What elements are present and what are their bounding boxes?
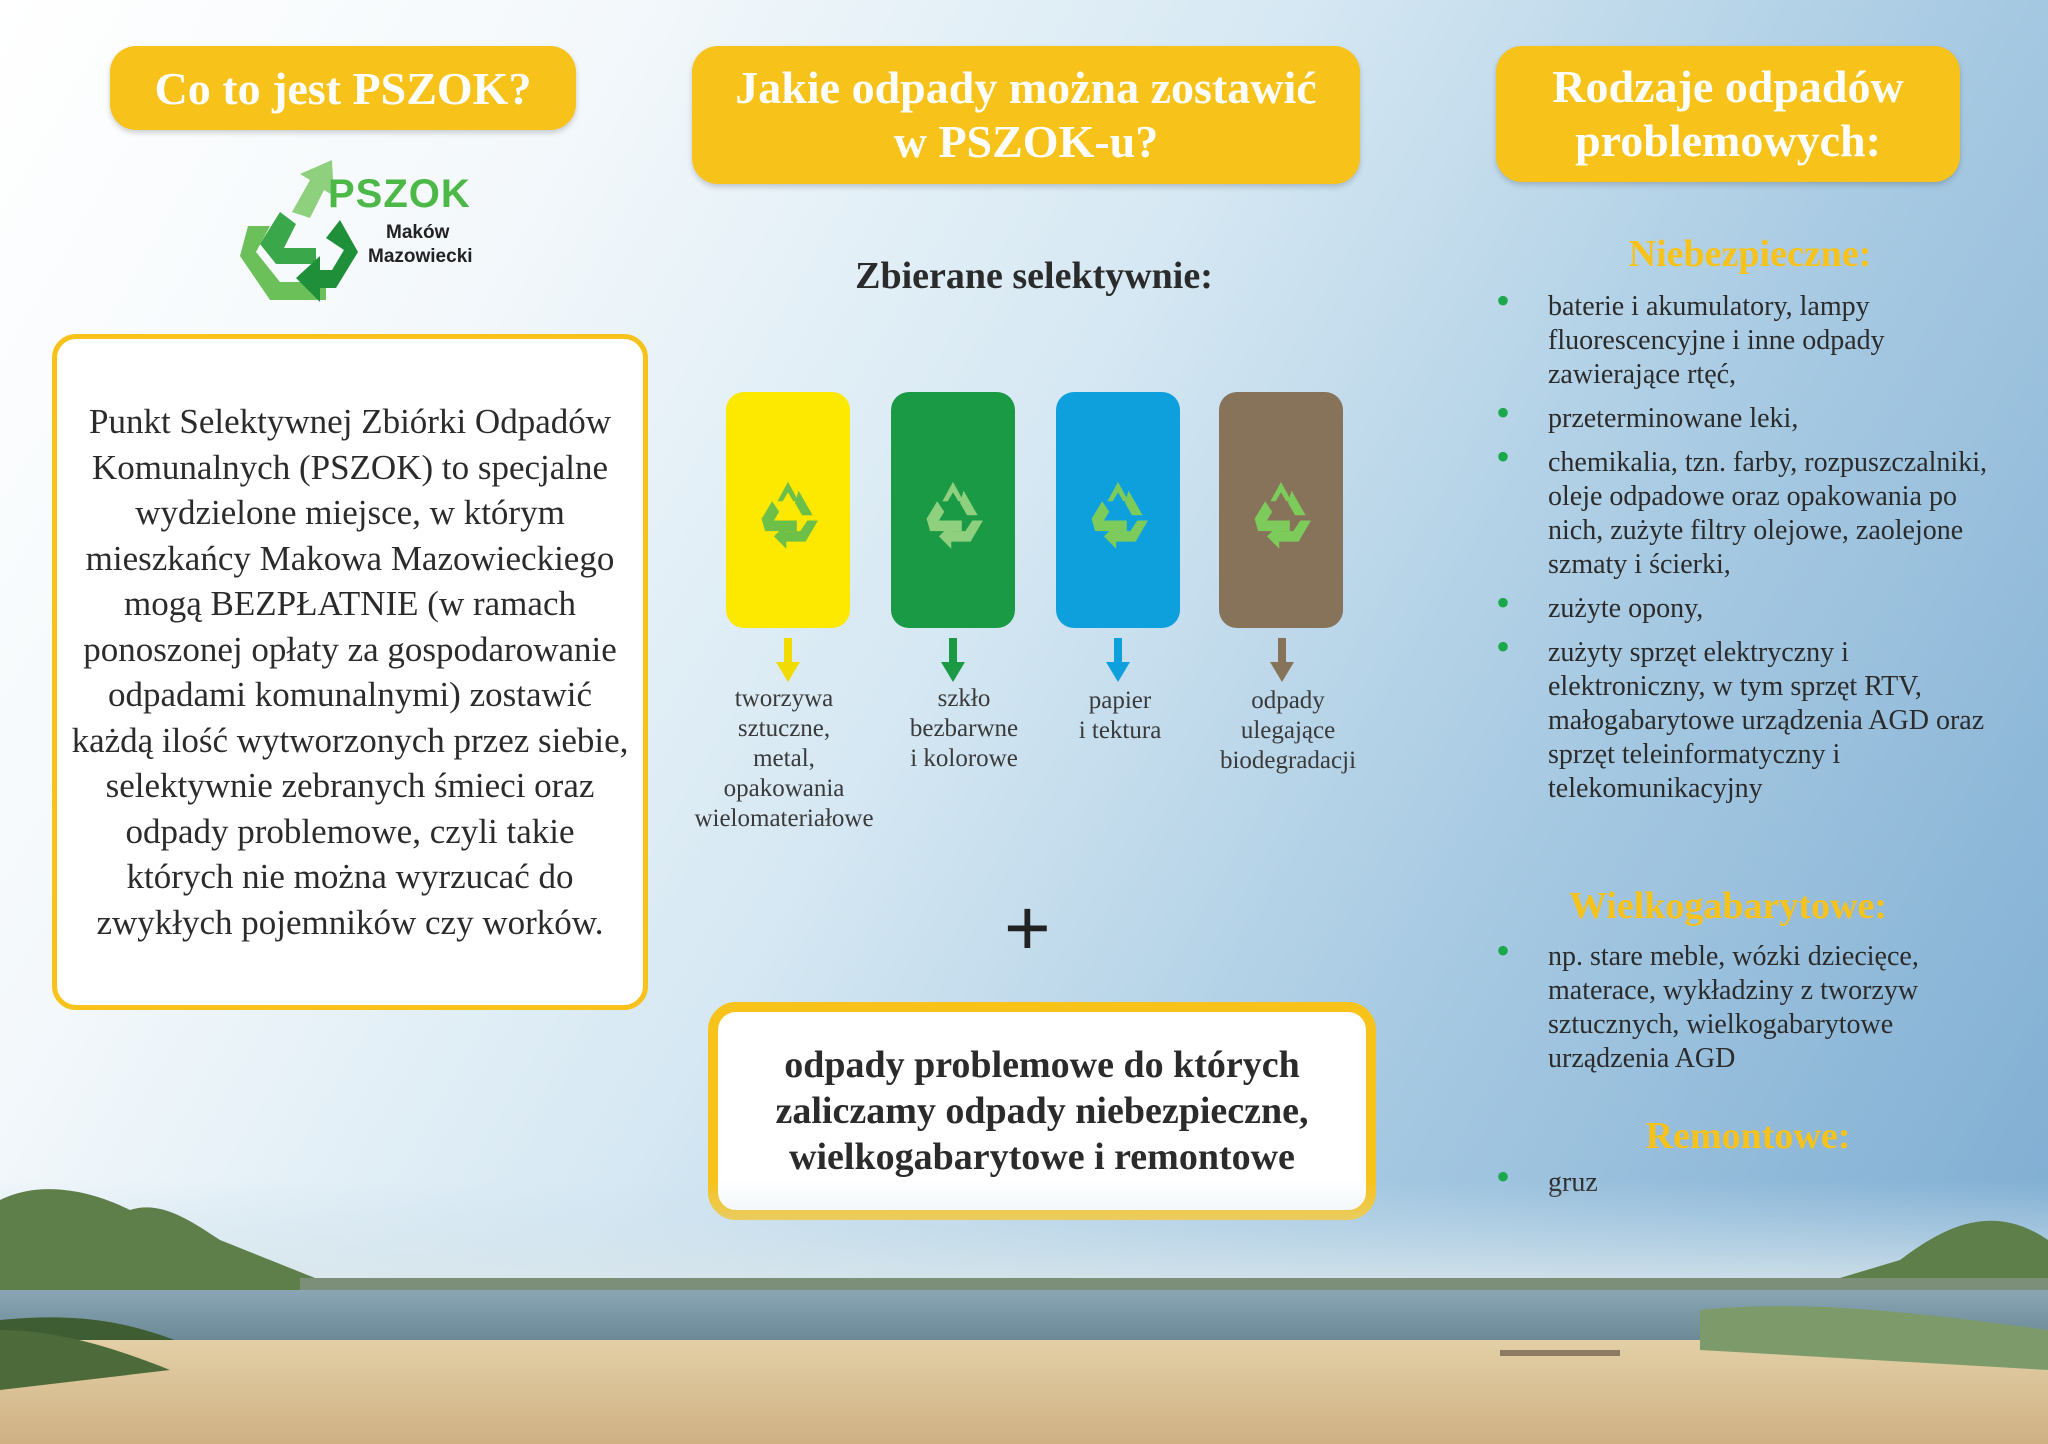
bulky-list xyxy=(1496,940,1996,1086)
bin-label-line: i tektura xyxy=(1078,717,1162,744)
bin-label-line: biodegradacji xyxy=(1219,747,1357,774)
definition-box xyxy=(52,334,648,1010)
problem-waste-line: zaliczamy odpady niebezpieczne, xyxy=(775,1090,1309,1132)
bin-label-line: sztuczne, xyxy=(737,715,831,742)
list-item: • baterie i akumulatory, lampy fluorescencyjne i inne odpady zawierające rtęć, xyxy=(1496,290,1996,392)
list-item: • przeterminowane leki, xyxy=(1496,402,1996,436)
recycle-icon xyxy=(744,466,832,554)
list-item: • zużyty sprzęt elektryczny i elektroniczny, w tym sprzęt RTV, małogabarytowe urządzenia AGD oraz sprzęt teleinformatyczny i telekomunikacyjny xyxy=(1496,636,1996,806)
bin-label-line: metal, xyxy=(753,745,815,772)
list-item: • zużyte opony, xyxy=(1496,592,1996,626)
header-which-waste xyxy=(692,46,1360,184)
bin-plastics xyxy=(726,392,850,628)
hazardous-list xyxy=(1496,290,1996,816)
bin-glass xyxy=(891,392,1015,628)
bin-label-line: papier xyxy=(1088,687,1152,714)
bin-label-line: wielomateriałowe xyxy=(694,805,874,832)
bin-label-line: szkło xyxy=(937,685,991,712)
bin-label-line: bezbarwne xyxy=(909,715,1019,742)
bin-label-line: ulegające xyxy=(1240,717,1336,744)
logo-town-line1: Maków xyxy=(386,222,450,243)
arrow-down-icon xyxy=(776,638,800,682)
bin-paper xyxy=(1056,392,1180,628)
category-hazardous-title: Niebezpieczne: xyxy=(1628,233,1872,275)
problem-waste-line: wielkogabarytowe i remontowe xyxy=(789,1136,1295,1178)
lake-landscape-image xyxy=(0,1180,2048,1444)
list-item: • np. stare meble, wózki dziecięce, materace, wykładziny z tworzyw sztucznych, wielkogabarytowe urządzenia AGD xyxy=(1496,940,1996,1076)
category-renovation-title: Remontowe: xyxy=(1645,1115,1851,1157)
bin-bio xyxy=(1219,392,1343,628)
arrow-down-icon xyxy=(941,638,965,682)
problem-waste-text xyxy=(776,1042,1309,1180)
header-problem-types-line2: problemowych: xyxy=(1575,115,1881,166)
definition-text: Punkt Selektywnej Zbiórki Odpadów Komunalnych (PSZOK) to specjalne wydzielone miejsce, w którym mieszkańcy Makowa Mazowieckiego mogą BEZPŁATNIE (w ramach ponoszonej opłaty za gospodarowanie odpadami komunalnymi) zostawić każdą ilość wytworzonych przez siebie, selektywnie zebranych śmieci oraz odpady problemowe, czyli takie których nie można wyrzucać do zwykłych pojemników czy worków. xyxy=(71,402,629,942)
recycle-icon xyxy=(909,466,997,554)
header-problem-types-line1: Rodzaje odpadów xyxy=(1552,61,1904,112)
header-what-is-pszok xyxy=(110,46,576,130)
bin-label-bio xyxy=(1178,686,1398,776)
category-bulky-title: Wielkogabarytowe: xyxy=(1568,885,1888,927)
header-what-is-text: Co to jest PSZOK? xyxy=(154,62,532,114)
recycle-icon xyxy=(1237,466,1325,554)
header-problem-types xyxy=(1496,46,1960,182)
arrow-down-icon xyxy=(1270,638,1294,682)
bin-label-line: i kolorowe xyxy=(910,745,1018,772)
list-item: • chemikalia, tzn. farby, rozpuszczalniki, oleje odpadowe oraz opakowania po nich, zużyte filtry olejowe, zaolejone szmaty i ścierki, xyxy=(1496,446,1996,582)
arrow-down-icon xyxy=(1106,638,1130,682)
logo-town-line2: Mazowiecki xyxy=(368,246,473,267)
bin-label-line: opakowania xyxy=(723,775,845,802)
header-which-waste-line1: Jakie odpady można zostawić xyxy=(735,62,1317,113)
bin-label-line: tworzywa xyxy=(734,685,834,712)
problem-waste-line: odpady problemowe do których xyxy=(784,1044,1300,1086)
logo-name: PSZOK xyxy=(328,172,471,216)
plus-sign: + xyxy=(1004,883,1051,972)
header-which-waste-line2: w PSZOK-u? xyxy=(893,116,1159,167)
recycle-icon xyxy=(1074,466,1162,554)
selective-title: Zbierane selektywnie: xyxy=(855,255,1213,297)
bin-label-line: odpady xyxy=(1251,687,1325,714)
